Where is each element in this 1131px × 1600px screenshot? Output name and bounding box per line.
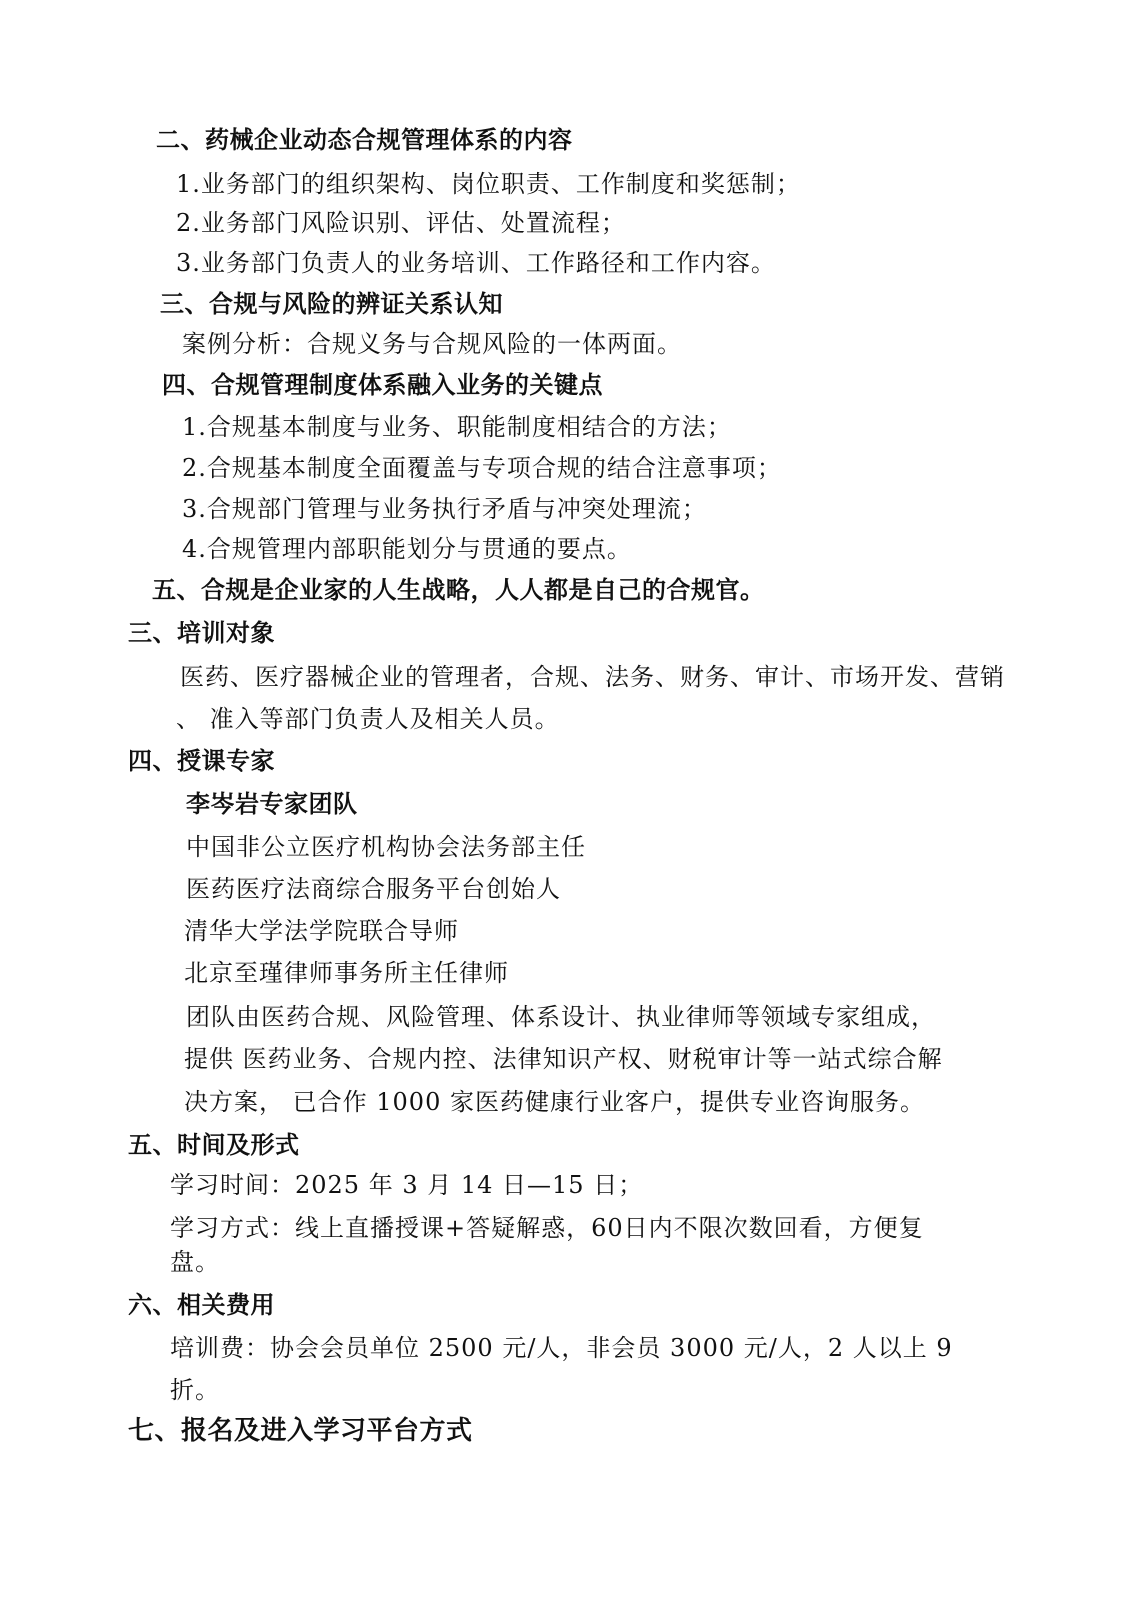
subsection-heading-3: 三、合规与风险的辨证关系认知 (160, 290, 503, 318)
expert-team-name: 李岑岩专家团队 (186, 790, 358, 818)
section-heading-time-format: 五、时间及形式 (128, 1131, 300, 1159)
paragraph-line: 医药、医疗器械企业的管理者，合规、法务、财务、审计、市场开发、营销 (180, 663, 1005, 691)
subsection-heading-5: 五、合规是企业家的人生战略，人人都是自己的合规官。 (152, 576, 765, 604)
team-description-line: 决方案， 已合作 1000 家医药健康行业客户，提供专业咨询服务。 (184, 1088, 925, 1116)
list-item: 2.合规基本制度全面覆盖与专项合规的结合注意事项； (182, 454, 782, 482)
expert-title-line: 北京至瑾律师事务所主任律师 (184, 959, 509, 987)
list-item: 1.业务部门的组织架构、岗位职责、工作制度和奖惩制； (176, 170, 801, 198)
section-heading-training-target: 三、培训对象 (128, 619, 275, 647)
paragraph-line: 、 准入等部门负责人及相关人员。 (176, 705, 560, 733)
list-item: 3.业务部门负责人的业务培训、工作路径和工作内容。 (176, 249, 776, 277)
subsection-heading-4: 四、合规管理制度体系融入业务的关键点 (162, 371, 603, 399)
team-description-line: 团队由医药合规、风险管理、体系设计、执业律师等领域专家组成， (186, 1003, 936, 1031)
expert-title-line: 中国非公立医疗机构协会法务部主任 (186, 833, 586, 861)
subsection-heading-2: 二、药械企业动态合规管理体系的内容 (156, 126, 573, 154)
study-time-line: 学习时间：2025 年 3 月 14 日—15 日； (170, 1171, 644, 1199)
team-description-line: 提供 医药业务、合规内控、法律知识产权、财税审计等一站式综合解 (184, 1045, 943, 1073)
section-heading-experts: 四、授课专家 (128, 747, 275, 775)
list-item: 2.业务部门风险识别、评估、处置流程； (176, 209, 626, 237)
section-heading-registration: 七、报名及进入学习平台方式 (128, 1416, 473, 1446)
section-heading-fees: 六、相关费用 (128, 1291, 275, 1319)
expert-title-line: 清华大学法学院联合导师 (184, 917, 459, 945)
list-item: 3.合规部门管理与业务执行矛盾与冲突处理流； (182, 495, 707, 523)
study-method-line: 学习方式：线上直播授课+答疑解惑，60日内不限次数回看，方便复 (170, 1214, 924, 1242)
fee-line: 折。 (170, 1376, 220, 1404)
list-item: 1.合规基本制度与业务、职能制度相结合的方法； (182, 413, 732, 441)
expert-title-line: 医药医疗法商综合服务平台创始人 (186, 875, 561, 903)
paragraph-case-analysis: 案例分析：合规义务与合规风险的一体两面。 (182, 330, 682, 358)
list-item: 4.合规管理内部职能划分与贯通的要点。 (182, 535, 632, 563)
fee-line: 培训费：协会会员单位 2500 元/人，非会员 3000 元/人，2 人以上 9 (170, 1334, 953, 1362)
study-method-line: 盘。 (170, 1248, 220, 1276)
